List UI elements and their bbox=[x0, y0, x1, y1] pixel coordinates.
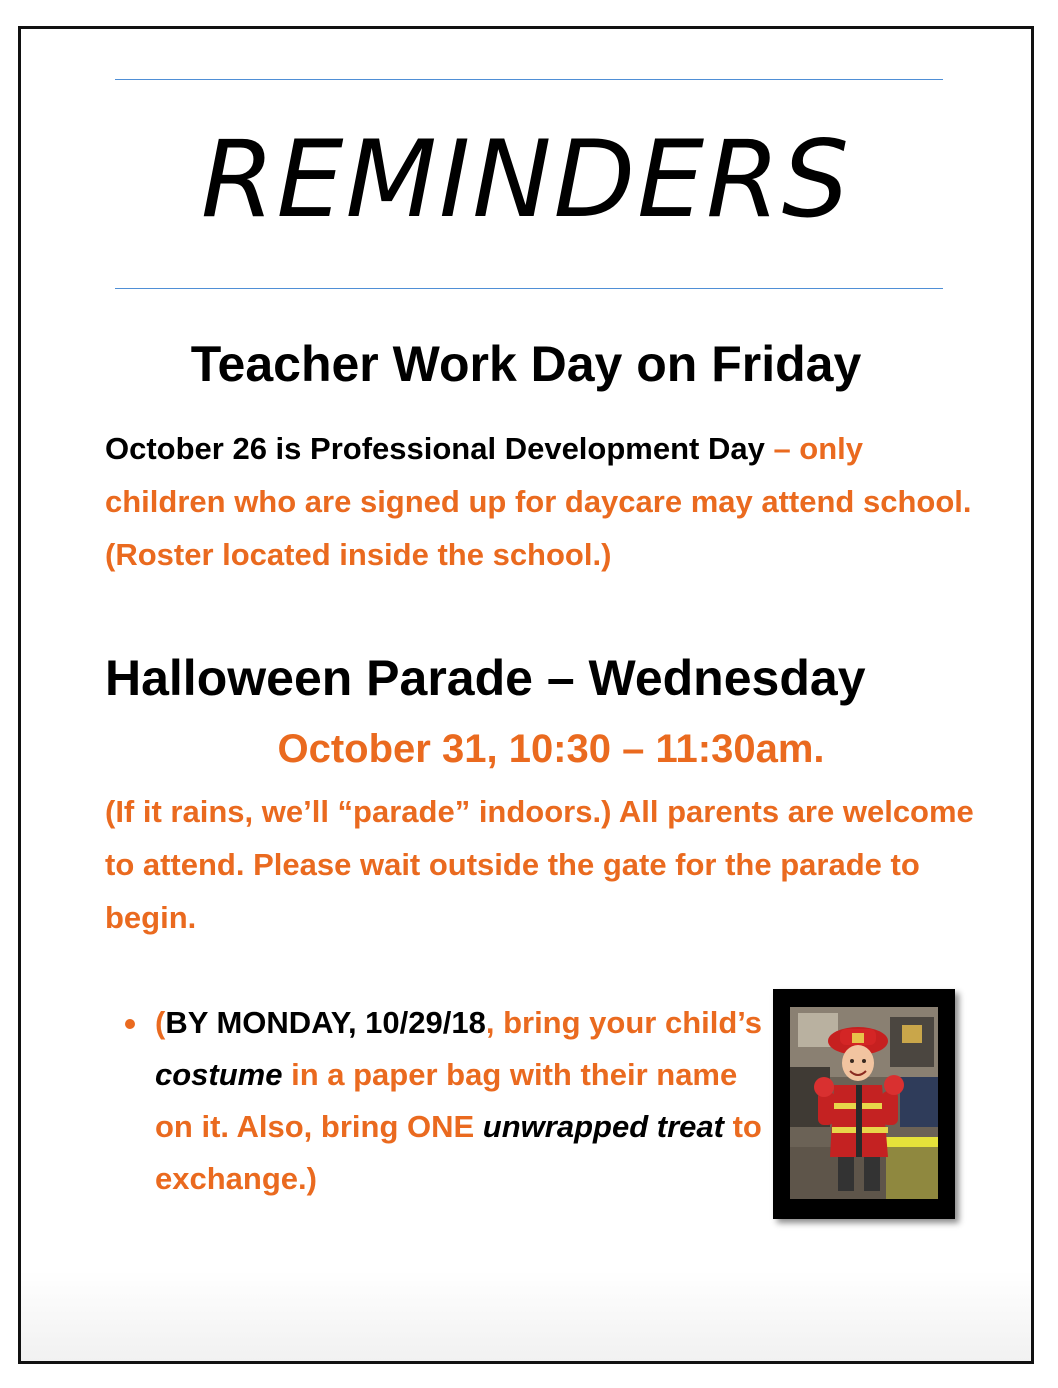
photo-illustration bbox=[790, 1007, 938, 1199]
top-rule bbox=[115, 79, 943, 80]
parade-heading: Halloween Parade – Wednesday bbox=[105, 650, 866, 706]
bullet-part-4: in a paper bag with their name on it. Also, bring ONE bbox=[155, 1057, 738, 1144]
work-day-lead: October 26 is Professional Development Day bbox=[105, 431, 765, 466]
bullet-part-1: ( bbox=[155, 1005, 166, 1040]
work-day-heading: Teacher Work Day on Friday bbox=[190, 336, 862, 392]
bullet-part-6: to exchange.) bbox=[155, 1109, 762, 1196]
page-shadow bbox=[21, 1271, 1031, 1361]
parade-time: October 31, 10:30 – 11:30am. bbox=[277, 727, 825, 771]
bullet-part-2: , bring your child’s bbox=[485, 1005, 762, 1040]
page-title: REMINDERS bbox=[200, 118, 852, 241]
bottom-rule bbox=[115, 288, 943, 289]
work-day-rest: – only children who are signed up for daycare may attend school. (Roster located inside the school.) bbox=[105, 431, 972, 572]
child-costume-photo bbox=[790, 1007, 938, 1199]
bullet-treat: unwrapped treat bbox=[482, 1109, 724, 1144]
costume-bullet bbox=[125, 997, 765, 1205]
work-day-paragraph bbox=[105, 422, 985, 581]
photo-frame bbox=[773, 989, 955, 1219]
document-page bbox=[18, 26, 1034, 1364]
bullet-deadline-black: BY MONDAY, 10/29/18 bbox=[165, 1005, 486, 1040]
bullet-costume: costume bbox=[155, 1057, 283, 1092]
bullet-dot-icon bbox=[125, 1019, 135, 1029]
bullet-text bbox=[155, 997, 765, 1205]
parade-details: (If it rains, we’ll “parade” indoors.) All parents are welcome to attend. Please wait outside the gate for the parade to begin. bbox=[105, 794, 974, 935]
